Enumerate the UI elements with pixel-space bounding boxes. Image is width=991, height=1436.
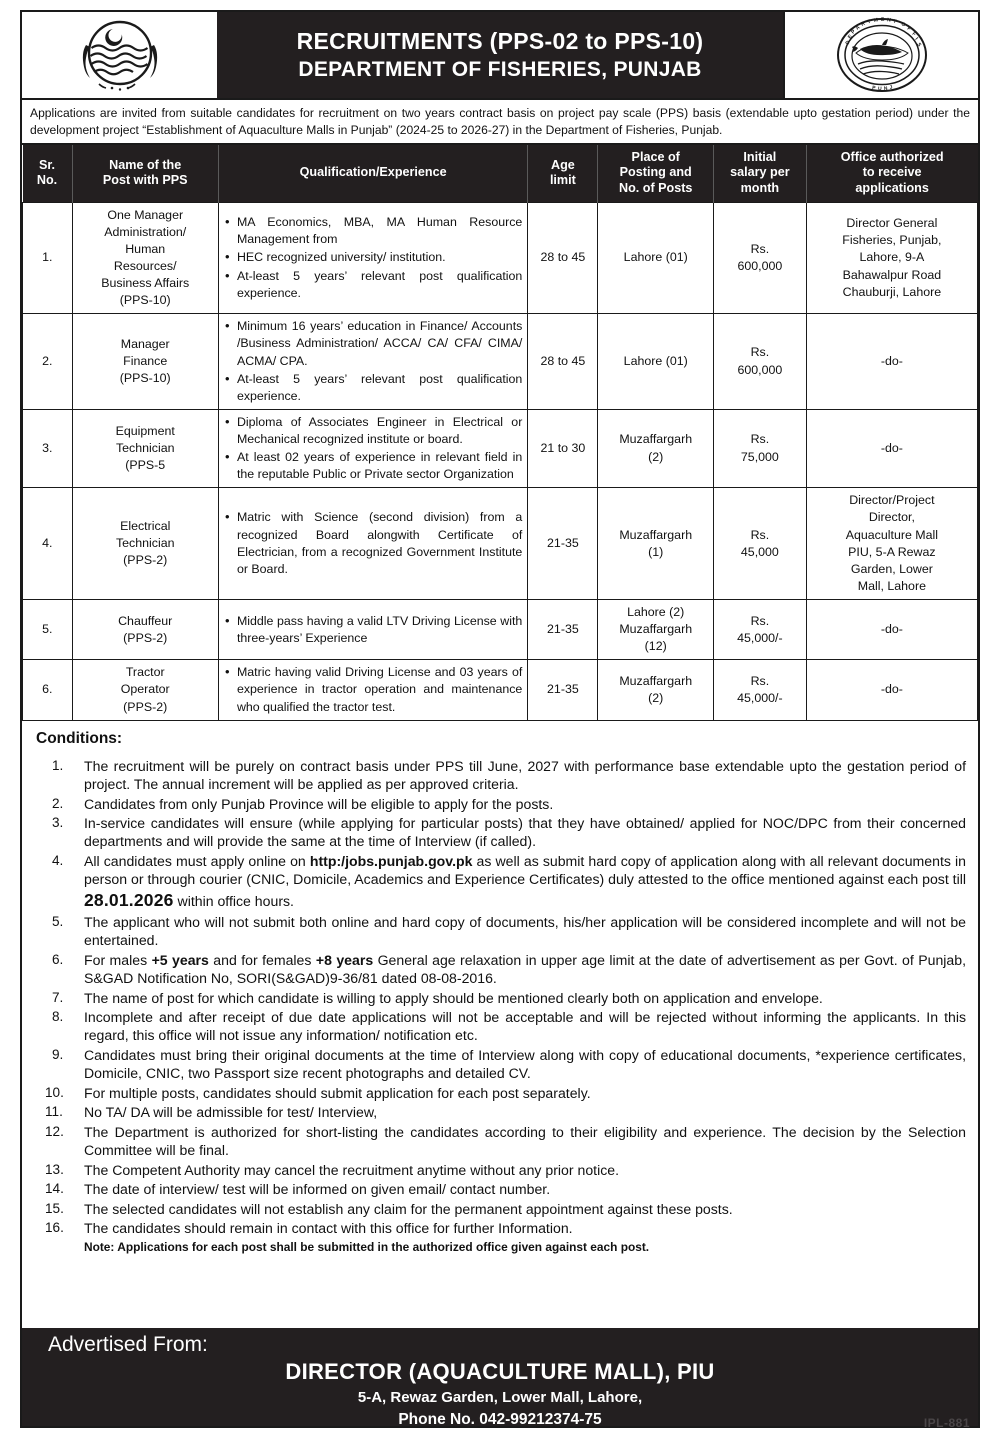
column-header-qualification	[218, 145, 527, 202]
cell-post-name	[72, 488, 218, 600]
post-name-line: Operator	[120, 682, 170, 697]
qualification-item: • At least 02 years of experience in relevant field in the reputable Public or Private sector Organization	[224, 449, 522, 483]
post-name-line: Technician	[115, 441, 175, 456]
intro-paragraph: Applications are invited from suitable candidates for recruitment on two years contract basis on project pay scale (PPS) basis (extendable upto gestation period) under the development project “Establishment of Aquaculture Malls in Punjab” (2024-25 to 2026-27) in the Department of Fisheries, Punjab.	[22, 100, 978, 145]
cell-place-posts	[598, 314, 714, 410]
footer-address: 5-A, Rewaz Garden, Lower Mall, Lahore,	[357, 1388, 643, 1406]
salary-line: Rs.	[750, 613, 770, 628]
column-header-line: Posting and	[619, 165, 692, 180]
cell-post-name	[72, 314, 218, 410]
condition-item	[36, 1008, 966, 1045]
qualification-item: • Minimum 16 years’ education in Finance/ Accounts /Business Administration/ ACCA/ CA/ CFA/ CIMA/ ACMA/ CPA.	[224, 318, 522, 369]
condition-number: 12.	[45, 1123, 64, 1139]
condition-item	[36, 1084, 966, 1102]
table-row	[23, 202, 978, 314]
column-header-age-limit	[528, 145, 598, 202]
condition-text: No TA/ DA will be admissible for test/ Interview,	[84, 1104, 378, 1121]
condition-item	[36, 757, 966, 794]
post-name-line: (PPS-2)	[123, 630, 168, 645]
table-header	[23, 145, 978, 202]
cell-age-limit: 28 to 45	[528, 314, 598, 410]
place-line: Muzaffargarh	[619, 527, 693, 542]
cell-post-name	[72, 409, 218, 487]
qualification-item: • Matric with Science (second division) from a recognized Board alongwith Certificate of Electrician, from a recognized Government Institute or Board.	[224, 509, 522, 577]
cell-sr-no: 4.	[23, 488, 73, 600]
cell-salary	[713, 488, 806, 600]
post-name-line: One Manager	[107, 207, 184, 222]
condition-number: 14.	[45, 1181, 64, 1197]
place-line: Lahore (01)	[623, 250, 688, 265]
office-line: Director/Project	[849, 493, 935, 508]
svg-text:E: E	[846, 33, 854, 41]
cell-age-limit: 21 to 30	[528, 409, 598, 487]
post-name-line: Technician	[115, 536, 175, 551]
punjab-government-logo-box	[22, 12, 217, 98]
column-header-line: Office authorized	[840, 150, 944, 165]
place-line: Muzaffargarh	[619, 622, 693, 637]
cell-salary	[713, 314, 806, 410]
svg-text:M: M	[872, 17, 879, 24]
condition-item	[36, 1103, 966, 1121]
condition-text: The applicant who will not submit both online and hard copy of documents, his/her application will be considered incomplete and will not be entertained.	[84, 913, 966, 949]
office-line: Aquaculture Mall	[845, 527, 939, 542]
footer-phone: Phone No. 042-99212374-75	[398, 1410, 602, 1428]
cell-office	[806, 660, 977, 720]
place-line: Lahore (2)	[627, 604, 685, 619]
cell-place-posts	[598, 599, 714, 659]
cell-post-name	[72, 660, 218, 720]
condition-number: 10.	[45, 1084, 64, 1100]
cell-office	[806, 314, 977, 410]
place-line: (2)	[648, 690, 664, 705]
cell-sr-no: 3.	[23, 409, 73, 487]
reference-code: IPL-881	[923, 1416, 970, 1430]
advertisement-sheet	[20, 10, 980, 1428]
cell-salary	[713, 599, 806, 659]
salary-line: 600,000	[737, 259, 783, 273]
svg-text:N: N	[883, 85, 888, 92]
post-name-line: Finance	[123, 354, 168, 369]
qualification-item: • HEC recognized university/ institution.	[224, 249, 522, 266]
post-name-line: Administration/	[104, 224, 187, 239]
column-header-line: No.	[36, 173, 58, 187]
condition-text: For multiple posts, candidates should submit application for each post separately.	[84, 1084, 591, 1101]
post-name-line: (PPS-2)	[123, 553, 168, 568]
condition-item	[36, 795, 966, 813]
column-header-place-posts	[598, 145, 714, 202]
column-header-line: Sr.	[38, 157, 56, 172]
place-line: (1)	[648, 544, 664, 559]
post-name-line: (PPS-5	[125, 458, 166, 473]
header-title-block	[217, 12, 783, 98]
header-title-line2: DEPARTMENT OF FISHERIES, PUNJAB	[298, 57, 702, 81]
office-line: -do-	[880, 354, 903, 369]
condition-number: 11.	[45, 1104, 63, 1120]
conditions-section	[22, 721, 978, 1258]
salary-line: Rs.	[750, 673, 770, 688]
svg-text:D: D	[844, 39, 852, 47]
post-name-line: Equipment	[115, 423, 175, 438]
condition-item	[36, 814, 966, 851]
svg-text:T: T	[866, 18, 872, 26]
condition-text: The Competent Authority may cancel the recruitment anytime without any prior notice.	[84, 1161, 620, 1178]
condition-item	[36, 1219, 966, 1237]
department-of-fisheries-punjab-seal	[830, 15, 934, 95]
post-name-line: (PPS-10)	[119, 371, 171, 386]
condition-text: All candidates must apply online on http:/jobs.punjab.gov.pk as well as submit hard copy of application along with all relevant documents in person or through courier (CNIC, Domicile, Academics and Experience Certificates) duly attested to the office mentioned against each post till 28.01.2026 within office hours.	[84, 852, 966, 910]
condition-text: The name of post for which candidate is willing to apply should be mentioned clearly both on application and envelope.	[84, 989, 823, 1006]
condition-text: The candidates should remain in contact with this office for further Information.	[84, 1219, 573, 1236]
svg-text:S: S	[914, 41, 922, 48]
svg-text:O: O	[899, 21, 906, 29]
column-header-line: salary per	[730, 165, 790, 180]
condition-item	[36, 1046, 966, 1083]
column-header-line: limit	[549, 173, 576, 187]
condition-text: Candidates must bring their original documents at the time of Interview along with copy of educational documents, *experience certificates, Domicile, CNIC, two Passport size recent photographs and detailed CV.	[84, 1046, 966, 1082]
svg-text:A: A	[854, 24, 861, 32]
cell-salary	[713, 660, 806, 720]
office-line: -do-	[880, 682, 903, 697]
office-line: Bahawalpur Road	[842, 267, 942, 282]
table-row	[23, 314, 978, 410]
qualification-item: • MA Economics, MBA, MA Human Resource Management from	[224, 214, 522, 248]
condition-item	[36, 1123, 966, 1160]
svg-text:U: U	[877, 86, 882, 93]
condition-text: In-service candidates will ensure (while applying for particular posts) that they have obtained/ applied for NOC/DPC from their concerned departments and will provide the same at the time of Interview (if called).	[84, 814, 966, 850]
cell-sr-no: 6.	[23, 660, 73, 720]
cell-place-posts	[598, 488, 714, 600]
place-line: Lahore (01)	[623, 354, 688, 369]
condition-text: The date of interview/ test will be informed on given email/ contact number.	[84, 1181, 551, 1198]
column-header-line: Initial	[743, 150, 777, 165]
cell-salary	[713, 409, 806, 487]
header-band	[22, 12, 978, 100]
office-line: Chauburji, Lahore	[842, 284, 942, 299]
qualification-list	[224, 214, 522, 302]
cell-sr-no: 5.	[23, 599, 73, 659]
condition-number: 1.	[52, 757, 64, 773]
column-header-salary	[713, 145, 806, 202]
salary-line: Rs.	[750, 432, 770, 447]
column-header-line: Name of the	[109, 157, 182, 172]
qualification-item: • Matric having valid Driving License and 03 years of experience in tractor operation and maintenance who qualified the tractor test.	[224, 664, 522, 715]
conditions-list	[36, 757, 966, 1238]
salary-line: 45,000	[740, 544, 779, 559]
salary-line: 45,000/-	[737, 690, 783, 705]
condition-text: The Department is authorized for short-listing the candidates according to their eligibility and experience. The decision by the Selection Committee will be final.	[84, 1123, 966, 1159]
post-name-line: Resources/	[113, 259, 177, 273]
cell-age-limit: 21-35	[528, 599, 598, 659]
salary-line: 75,000	[740, 449, 779, 464]
cell-age-limit: 21-35	[528, 660, 598, 720]
cell-qualification	[218, 660, 527, 720]
cell-place-posts	[598, 409, 714, 487]
svg-text:F: F	[905, 25, 912, 33]
condition-number: 6.	[52, 951, 64, 967]
column-header-line: No. of Posts	[618, 180, 693, 195]
svg-text:P: P	[871, 85, 876, 92]
place-line: (2)	[648, 449, 664, 464]
application-url: http:/jobs.punjab.gov.pk	[309, 852, 473, 869]
post-name-line: Manager	[120, 336, 170, 351]
cell-qualification	[218, 488, 527, 600]
conditions-heading: Conditions:	[36, 729, 123, 747]
condition-text: Candidates from only Punjab Province will be eligible to apply for the posts.	[84, 795, 554, 812]
cell-office	[806, 202, 977, 314]
column-header-post-name	[72, 145, 218, 202]
cell-office	[806, 488, 977, 600]
column-header-line: month	[740, 180, 780, 195]
condition-number: 2.	[52, 795, 64, 811]
footer-band	[22, 1328, 978, 1430]
qualification-list	[224, 664, 522, 715]
condition-number: 16.	[45, 1219, 64, 1235]
column-header-office	[806, 145, 977, 202]
column-header-sr-no	[23, 145, 73, 202]
condition-number: 5.	[52, 913, 64, 929]
qualification-item: • Diploma of Associates Engineer in Electrical or Mechanical recognized institute or board.	[224, 414, 522, 448]
condition-item	[36, 852, 966, 912]
salary-line: Rs.	[750, 527, 770, 542]
cell-post-name	[72, 599, 218, 659]
advertised-from-label: Advertised From:	[48, 1333, 208, 1356]
post-name-line: Business Affairs	[101, 276, 190, 291]
footer-authority-block	[22, 1358, 978, 1430]
svg-text:I: I	[912, 36, 919, 42]
post-name-line: (PPS-10)	[119, 293, 171, 308]
salary-line: 45,000/-	[737, 630, 783, 645]
condition-number: 9.	[52, 1046, 64, 1062]
cell-place-posts	[598, 202, 714, 314]
condition-number: 13.	[45, 1161, 64, 1177]
svg-text:T: T	[892, 18, 897, 26]
qualification-item: • Middle pass having a valid LTV Driving License with three-years’ Experience	[224, 613, 522, 647]
qualification-list	[224, 509, 522, 577]
svg-text:R: R	[859, 20, 866, 28]
salary-line: 600,000	[737, 362, 783, 377]
svg-text:N: N	[886, 17, 891, 24]
svg-text:E: E	[880, 16, 885, 23]
condition-text: For males +5 years and for females +8 years General age relaxation in upper age limit at the date of advertisement as per Govt. of Punjab, S&GAD Notification No, SORI(S&GAD)9-36/81 dated 08-08-2016.	[84, 951, 967, 987]
cell-sr-no: 1.	[23, 202, 73, 314]
column-header-line: Age	[550, 157, 575, 172]
office-line: -do-	[880, 622, 903, 637]
cell-place-posts	[598, 660, 714, 720]
salary-line: Rs.	[750, 241, 770, 256]
place-line: (12)	[644, 639, 667, 654]
header-title-line1: RECRUITMENTS (PPS-02 to PPS-10)	[296, 27, 704, 54]
cell-qualification	[218, 314, 527, 410]
condition-item	[36, 1200, 966, 1218]
svg-text:P: P	[849, 28, 857, 36]
female-age-relaxation: +8 years	[315, 951, 374, 968]
column-header-line: Post with PPS	[102, 173, 188, 187]
cell-salary	[713, 202, 806, 314]
cell-qualification	[218, 202, 527, 314]
condition-number: 3.	[52, 814, 64, 830]
table-body	[23, 202, 978, 720]
condition-text: Incomplete and after receipt of due date applications will not be acceptable and will be rejected without informing the applicants. In this regard, this office will not issue any information/ notification etc.	[84, 1008, 966, 1044]
office-line: Director,	[868, 510, 915, 525]
office-line: -do-	[880, 441, 903, 456]
column-header-line: to receive	[862, 165, 922, 180]
condition-number: 4.	[52, 852, 64, 868]
recruitment-posts-table	[22, 145, 978, 720]
cell-post-name	[72, 202, 218, 314]
cell-office	[806, 409, 977, 487]
cell-qualification	[218, 599, 527, 659]
condition-item	[36, 951, 966, 988]
male-age-relaxation: +5 years	[151, 951, 209, 968]
qualification-list	[224, 414, 522, 483]
office-line: Garden, Lower	[850, 561, 933, 576]
condition-text: The selected candidates will not establish any claim for the permanent appointment against these posts.	[84, 1200, 733, 1217]
office-line: Director General	[846, 216, 938, 231]
svg-text:J: J	[888, 84, 893, 91]
post-name-line: Chauffeur	[118, 613, 173, 628]
column-header-line: Place of	[631, 150, 680, 165]
salary-line: Rs.	[750, 345, 770, 360]
table-row	[23, 660, 978, 720]
cell-qualification	[218, 409, 527, 487]
svg-text:F: F	[910, 31, 917, 38]
post-name-line: Tractor	[125, 665, 165, 680]
qualification-item: • At-least 5 years’ relevant post qualification experience.	[224, 268, 522, 302]
footer-authority: DIRECTOR (AQUACULTURE MALL), PIU	[285, 1359, 715, 1385]
condition-item	[36, 1161, 966, 1179]
table-header-row	[23, 145, 978, 202]
cell-age-limit: 28 to 45	[528, 202, 598, 314]
office-line: PIU, 5-A Rewaz	[848, 544, 936, 559]
column-header-line: Qualification/Experience	[299, 165, 447, 180]
office-line: Lahore, 9-A	[859, 250, 925, 265]
cell-age-limit: 21-35	[528, 488, 598, 600]
condition-number: 15.	[45, 1200, 64, 1216]
column-header-line: applications	[855, 180, 929, 195]
condition-number: 8.	[52, 1008, 64, 1024]
cell-office	[806, 599, 977, 659]
punjab-government-crescent-waves-logo	[77, 15, 163, 95]
place-line: Muzaffargarh	[619, 432, 693, 447]
table-row	[23, 409, 978, 487]
qualification-item: • At-least 5 years’ relevant post qualification experience.	[224, 371, 522, 405]
place-line: Muzaffargarh	[619, 673, 693, 688]
qualification-list	[224, 613, 522, 647]
office-line: Fisheries, Punjab,	[842, 233, 942, 248]
conditions-note: Note: Applications for each post shall be submitted in the authorized office given against each post.	[84, 1240, 650, 1255]
condition-item	[36, 913, 966, 950]
post-name-line: (PPS-2)	[123, 699, 168, 714]
condition-item	[36, 989, 966, 1007]
condition-number: 7.	[52, 989, 64, 1005]
office-line: Mall, Lahore	[857, 578, 926, 593]
cell-sr-no: 2.	[23, 314, 73, 410]
condition-text: The recruitment will be purely on contract basis under PPS till June, 2027 with performance base extendable upto the gestation period of project. The annual increment will be applied as per approved criteria.	[84, 757, 966, 793]
condition-item	[36, 1180, 966, 1198]
table-row	[23, 488, 978, 600]
deadline-date: 28.01.2026	[84, 889, 174, 910]
table-row	[23, 599, 978, 659]
post-name-line: Human	[125, 241, 166, 256]
fisheries-seal-box	[783, 12, 978, 98]
post-name-line: Electrical	[120, 518, 171, 533]
qualification-list	[224, 318, 522, 405]
